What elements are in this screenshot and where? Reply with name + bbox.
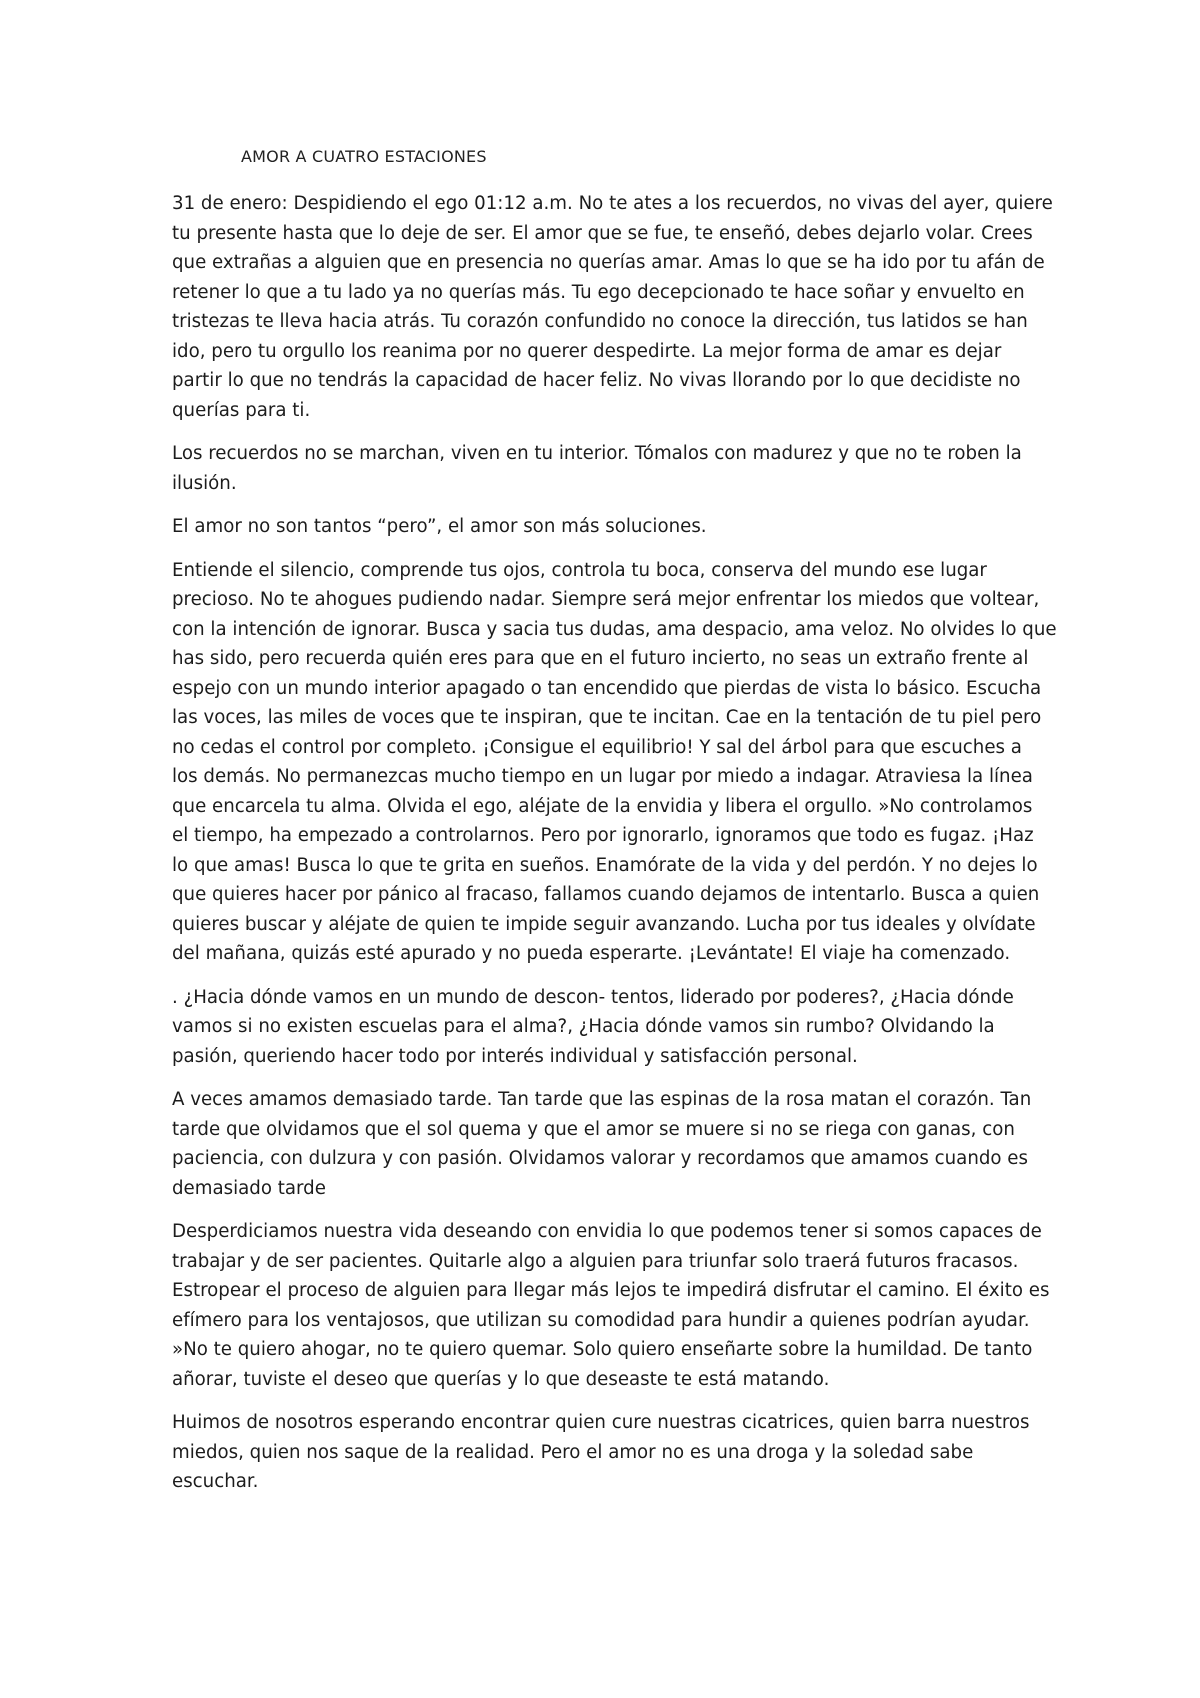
text-line: ilusión. [172, 472, 237, 494]
text-line: los demás. No permanezcas mucho tiempo en un lugar por miedo a indagar. Atraviesa la línea [172, 766, 1033, 787]
text-line: miedos, quien nos saque de la realidad. Pero el amor no es una droga y la soledad sabe [172, 1441, 974, 1463]
paragraph [172, 512, 1052, 542]
text-line: querías para ti. [172, 399, 311, 421]
document-title: AMOR A CUATRO ESTACIONES [241, 147, 487, 166]
text-line: espejo con un mundo interior apagado o tan encendido que pierdas de vista lo básico. Escucha [172, 677, 1042, 699]
text-line: vamos si no existen escuelas para el alma?, ¿Hacia dónde vamos sin rumbo? Olvidando la [172, 1016, 995, 1037]
paragraph [172, 1408, 1052, 1497]
text-line: que extrañas a alguien que en presencia no querías amar. Amas lo que se ha ido por tu afán de [172, 252, 1045, 273]
text-line: partir lo que no tendrás la capacidad de hacer feliz. No vivas llorando por lo que decidiste no [172, 370, 1021, 391]
text-line: que encarcela tu alma. Olvida el ego, aléjate de la envidia y libera el orgullo. »No controlamos [172, 795, 1033, 817]
text-line: paciencia, con dulzura y con pasión. Olvidamos valorar y recordamos que amamos cuando es [172, 1148, 1028, 1169]
paragraph [172, 189, 1052, 425]
text-line: has sido, pero recuerda quién eres para que en el futuro incierto, no seas un extraño frente al [172, 648, 1029, 669]
text-line: ido, pero tu orgullo los reanima por no querer despedirte. La mejor forma de amar es dejar [172, 340, 1002, 362]
text-line: Entiende el silencio, comprende tus ojos, controla tu boca, conserva del mundo ese lugar [172, 559, 987, 581]
paragraph [172, 556, 1057, 969]
paragraph [172, 1217, 1052, 1394]
text-line: El amor no son tantos “pero”, el amor son más soluciones. [172, 516, 707, 537]
paragraph [172, 439, 1052, 498]
text-line: Huimos de nosotros esperando encontrar quien cure nuestras cicatrices, quien barra nuestros [172, 1412, 1030, 1433]
text-line: Los recuerdos no se marchan, viven en tu interior. Tómalos con madurez y que no te roben la [172, 443, 1022, 464]
text-line: que quieres hacer por pánico al fracaso, fallamos cuando dejamos de intentarlo. Busca a quien [172, 884, 1040, 905]
text-line: no cedas el control por completo. ¡Consigue el equilibrio! Y sal del árbol para que escuches a [172, 736, 1022, 758]
text-line: retener lo que a tu lado ya no querías más. Tu ego decepcionado te hace soñar y envuelto en [172, 281, 1025, 303]
text-line: del mañana, quizás esté apurado y no pueda esperarte. ¡Levántate! El viaje ha comenzado. [172, 943, 1011, 964]
text-line: tarde que olvidamos que el sol quema y que el amor se muere si no se riega con ganas, con [172, 1118, 1015, 1140]
text-line: escuchar. [172, 1471, 259, 1492]
paragraph [172, 983, 1052, 1072]
text-line: trabajar y de ser pacientes. Quitarle algo a alguien para triunfar solo traerá futuros fracasos. [172, 1250, 1019, 1272]
text-line: tu presente hasta que lo deje de ser. El amor que se fue, te enseñó, debes dejarlo volar. Crees [172, 222, 1033, 244]
text-line: Desperdiciamos nuestra vida deseando con envidia lo que podemos tener si somos capaces de [172, 1221, 1042, 1242]
text-line: demasiado tarde [172, 1177, 326, 1199]
paragraph [172, 1085, 1052, 1203]
text-line: efímero para los ventajosos, que utilizan su comodidad para hundir a quienes podrían ayudar. [172, 1309, 1030, 1331]
text-line: precioso. No te ahogues pudiendo nadar. Siempre será mejor enfrentar los miedos que voltear, [172, 589, 1040, 610]
text-line: Estropear el proceso de alguien para llegar más lejos te impedirá disfrutar el camino. El éxito es [172, 1280, 1050, 1301]
text-line: tristezas te lleva hacia atrás. Tu corazón confundido no conoce la dirección, tus latidos se han [172, 311, 1028, 332]
text-line: con la intención de ignorar. Busca y sacia tus dudas, ama despacio, ama veloz. No olvides lo que [172, 618, 1057, 640]
text-line: A veces amamos demasiado tarde. Tan tarde que las espinas de la rosa matan el corazón. Tan [172, 1089, 1032, 1110]
document-body [172, 189, 1057, 1511]
text-line: pasión, queriendo hacer todo por interés individual y satisfacción personal. [172, 1045, 858, 1067]
text-line: añorar, tuviste el deseo que querías y lo que deseaste te está matando. [172, 1368, 830, 1390]
text-line: quieres buscar y aléjate de quien te impide seguir avanzando. Lucha por tus ideales y olvídate [172, 913, 1036, 935]
text-line: lo que amas! Busca lo que te grita en sueños. Enamórate de la vida y del perdón. Y no dejes lo [172, 854, 1038, 876]
text-line: »No te quiero ahogar, no te quiero quemar. Solo quiero enseñarte sobre la humildad. De tanto [172, 1339, 1033, 1360]
text-line: el tiempo, ha empezado a controlarnos. Pero por ignorarlo, ignoramos que todo es fugaz. ¡Haz [172, 825, 1034, 846]
text-line: . ¿Hacia dónde vamos en un mundo de descon- tentos, liderado por poderes?, ¿Hacia dónde [172, 986, 1014, 1008]
text-line: 31 de enero: Despidiendo el ego 01:12 a.m. No te ates a los recuerdos, no vivas del ayer, quiere [172, 193, 1053, 214]
text-line: las voces, las miles de voces que te inspiran, que te incitan. Cae en la tentación de tu piel pero [172, 707, 1042, 728]
